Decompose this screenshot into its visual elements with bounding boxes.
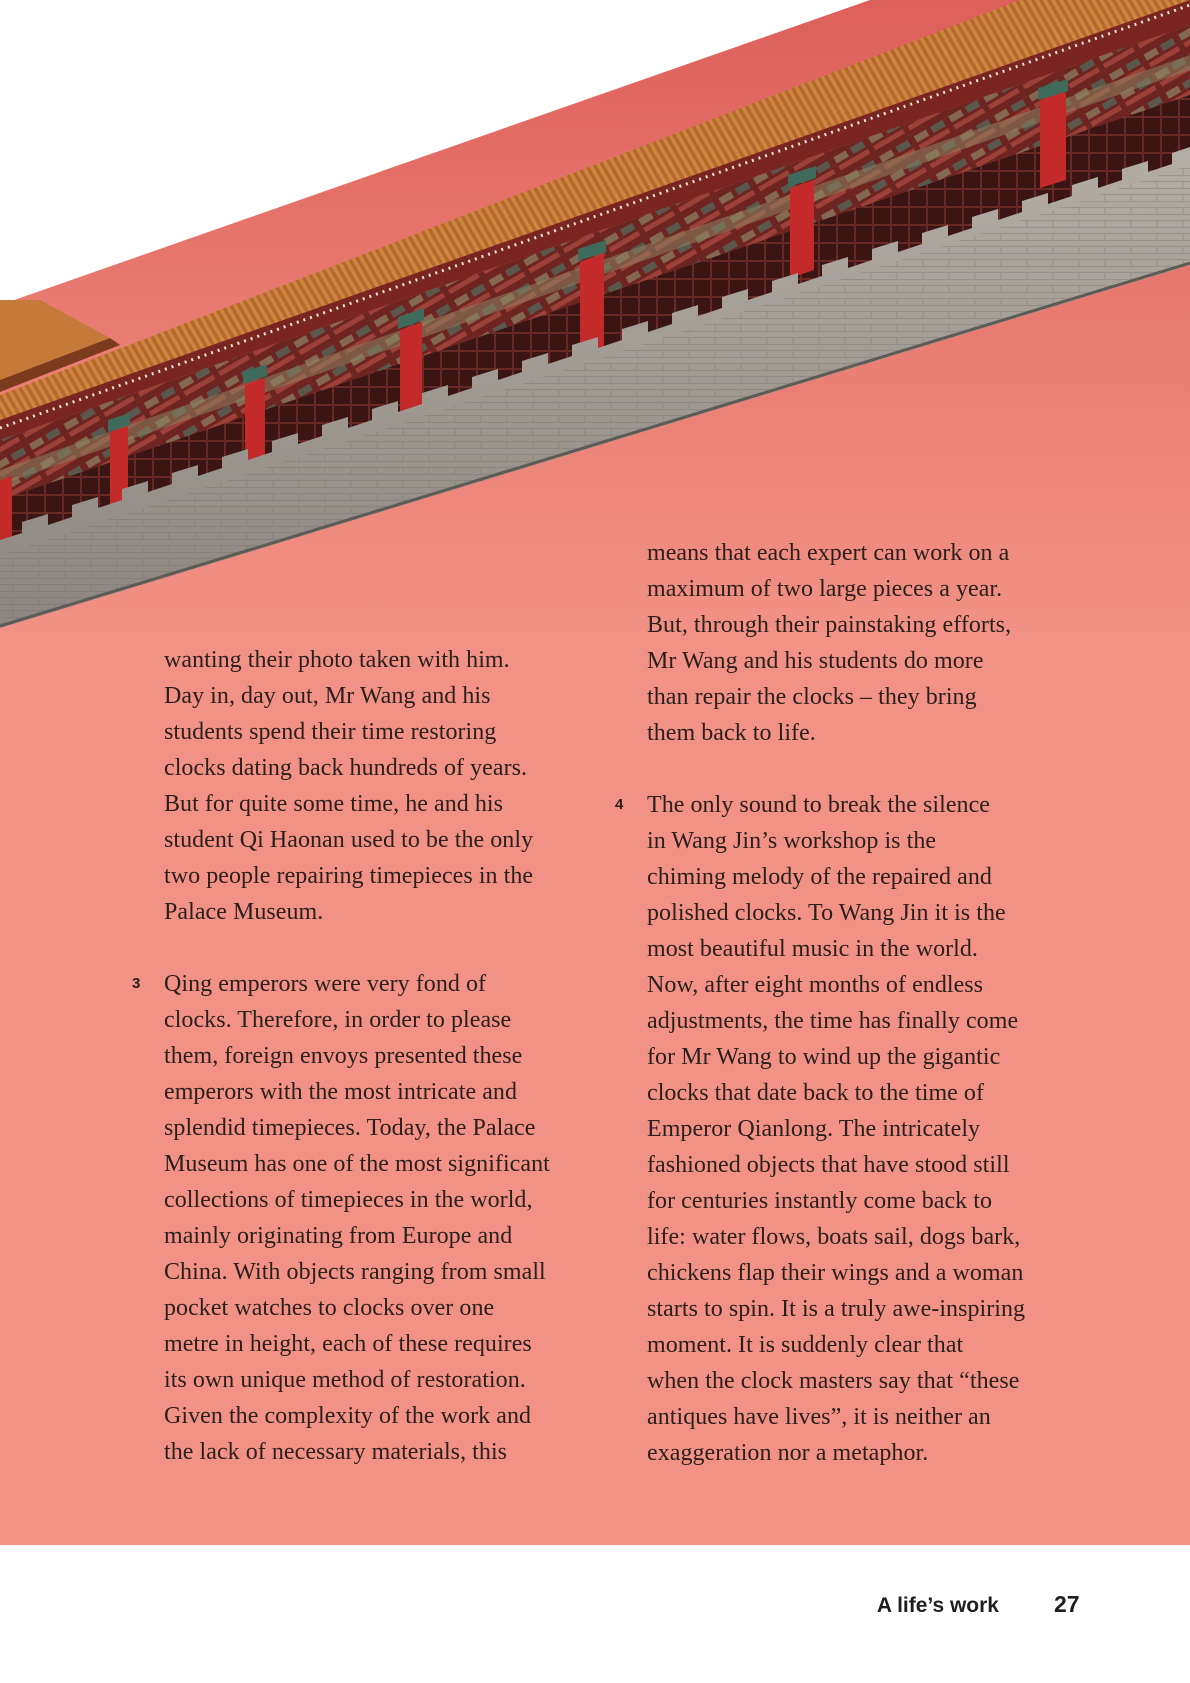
text-line: Palace Museum.: [164, 899, 324, 925]
text-line: moment. It is suddenly clear that: [647, 1332, 964, 1358]
text-line: clocks that date back to the time of: [647, 1080, 985, 1106]
text-line: splendid timepieces. Today, the Palace: [164, 1115, 536, 1141]
text-line: starts to spin. It is a truly awe-inspiring: [647, 1296, 1026, 1322]
text-line: wanting their photo taken with him.: [164, 647, 510, 673]
article-column-right: [615, 535, 1077, 1471]
text-line: metre in height, each of these requires: [164, 1331, 532, 1357]
text-line: Qing emperors were very fond of: [164, 971, 487, 997]
text-line: student Qi Haonan used to be the only: [164, 827, 534, 853]
text-line: But for quite some time, he and his: [164, 791, 504, 817]
text-line: students spend their time restoring: [164, 719, 497, 745]
text-line: But, through their painstaking efforts,: [647, 612, 1012, 638]
text-line: most beautiful music in the world.: [647, 936, 978, 962]
text-line: Emperor Qianlong. The intricately: [647, 1116, 981, 1142]
paragraph-4: [615, 787, 1077, 1471]
running-footer-title: A life’s work: [876, 1594, 999, 1617]
text-line: two people repairing timepieces in the: [164, 863, 534, 889]
text-line: exaggeration nor a metaphor.: [647, 1440, 929, 1466]
text-line: its own unique method of restoration.: [164, 1367, 526, 1393]
text-line: chiming melody of the repaired and: [647, 864, 992, 890]
text-line: means that each expert can work on a: [647, 540, 1010, 566]
text-line: the lack of necessary materials, this: [164, 1439, 508, 1465]
text-line: them back to life.: [647, 720, 816, 746]
text-line: them, foreign envoys presented these: [164, 1043, 523, 1069]
text-line: for centuries instantly come back to: [647, 1188, 993, 1214]
text-line: Day in, day out, Mr Wang and his: [164, 683, 491, 709]
paragraph-continued: [647, 535, 1077, 751]
page-number: 27: [1054, 1591, 1080, 1617]
text-line: The only sound to break the silence: [647, 792, 990, 818]
text-line: in Wang Jin’s workshop is the: [647, 828, 937, 854]
text-line: pocket watches to clocks over one: [164, 1295, 495, 1321]
text-line: adjustments, the time has finally come: [647, 1008, 1019, 1034]
text-line: for Mr Wang to wind up the gigantic: [647, 1044, 1001, 1070]
text-line: when the clock masters say that “these: [647, 1368, 1020, 1394]
text-line: clocks. Therefore, in order to please: [164, 1007, 512, 1033]
text-line: clocks dating back hundreds of years.: [164, 755, 528, 781]
text-line: China. With objects ranging from small: [164, 1259, 546, 1285]
text-line: Museum has one of the most significant: [164, 1151, 550, 1177]
paragraph-number: 3: [132, 975, 141, 992]
text-line: chickens flap their wings and a woman: [647, 1260, 1024, 1286]
text-line: Now, after eight months of endless: [647, 972, 984, 998]
text-line: polished clocks. To Wang Jin it is the: [647, 900, 1006, 926]
text-line: mainly originating from Europe and: [164, 1223, 513, 1249]
text-line: antiques have lives”, it is neither an: [647, 1404, 991, 1430]
text-line: collections of timepieces in the world,: [164, 1187, 533, 1213]
text-line: emperors with the most intricate and: [164, 1079, 518, 1105]
text-line: Given the complexity of the work and: [164, 1403, 532, 1429]
text-line: than repair the clocks – they bring: [647, 684, 977, 710]
text-line: maximum of two large pieces a year.: [647, 576, 1003, 602]
paragraph-3: [132, 966, 594, 1470]
text-line: fashioned objects that have stood still: [647, 1152, 1010, 1178]
paragraph-continued: [164, 642, 594, 930]
text-line: life: water flows, boats sail, dogs bark,: [647, 1224, 1021, 1250]
paragraph-number: 4: [615, 796, 624, 813]
text-line: Mr Wang and his students do more: [647, 648, 984, 674]
article-column-left: [132, 642, 594, 1470]
